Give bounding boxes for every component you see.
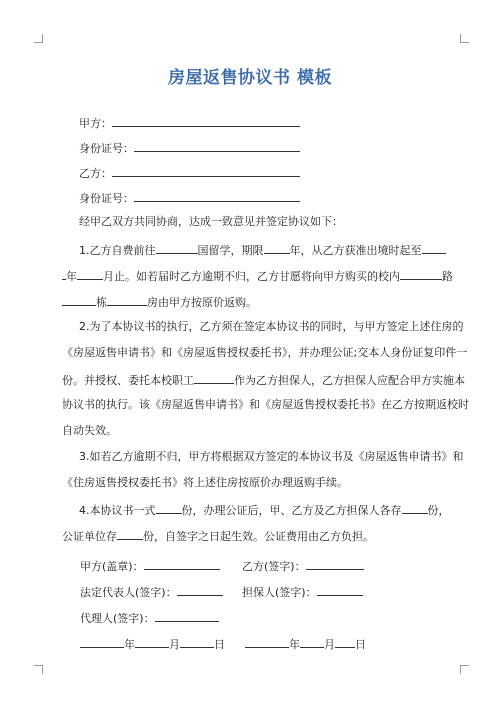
intro-text: 经甲乙双方共同协商，达成一致意见并签定协议如下： [79, 215, 343, 228]
clause4-text: 公证单位存 [62, 530, 117, 543]
copies-blank[interactable] [156, 502, 182, 514]
date-a-day-blank[interactable] [180, 636, 214, 648]
crop-mark-bottom-right [460, 665, 469, 674]
agent-signature-label: 代理人(签字)： [80, 612, 155, 625]
party-a-signature [80, 558, 220, 574]
clause4-line1 [79, 502, 450, 518]
clause2-line5: 自动失效。 [62, 424, 117, 437]
end-month-blank[interactable] [77, 268, 103, 280]
clause1-line3 [62, 294, 257, 310]
clause1-text: 国留学，期限 [197, 244, 264, 257]
clause4-line2 [62, 528, 374, 544]
party-b-date [245, 636, 366, 652]
party-b-id-label: 身份证号： [79, 192, 134, 205]
party-b-id-blank[interactable] [134, 190, 300, 202]
agent-sign-blank[interactable] [155, 610, 219, 622]
each-copies-blank[interactable] [402, 502, 428, 514]
party-a-blank[interactable] [112, 115, 300, 127]
crop-mark-bottom-left [34, 665, 43, 674]
party-a-seal-blank[interactable] [144, 558, 220, 570]
year-label: 年 [124, 638, 135, 651]
crop-mark-top-right [460, 34, 469, 43]
road-blank[interactable] [400, 268, 442, 280]
date-a-month-blank[interactable] [135, 636, 169, 648]
party-b-label: 乙方： [79, 167, 112, 180]
guarantor-sign-blank[interactable] [317, 584, 363, 596]
clause2-line4: 协议书的执行。该《房屋返售申请书》和《房屋返售授权委托书》在乙方按期返校时 [62, 398, 469, 411]
country-blank[interactable] [156, 242, 198, 254]
clause1-text: 1.乙方自费前往 [79, 244, 156, 257]
notary-copies-blank[interactable] [117, 528, 143, 540]
clause1-line2 [62, 268, 453, 284]
clause2-text: 份。并授权、委托本校职工 [62, 374, 194, 387]
date-b-day-blank[interactable] [335, 636, 355, 648]
clause3-line2: 《住房返售授权委托书》将上述住房按原价办理返购手续。 [62, 476, 348, 489]
year-label: 年 [289, 638, 300, 651]
day-label: 日 [355, 638, 366, 651]
clause1-text: 年 [66, 270, 77, 283]
guarantor-signature [242, 584, 363, 600]
clause4-text: 份，自签字之日起生效。公证费用由乙方负担。 [143, 530, 374, 543]
party-a-signature-label: 甲方(盖章)： [80, 560, 144, 573]
clause1-text: 年，从乙方获准出境时起至 [289, 244, 422, 257]
date-b-year-blank[interactable] [245, 636, 289, 648]
document-title: 房屋返售协议书 模板 [168, 68, 332, 88]
building-blank[interactable] [62, 294, 96, 306]
party-a-field [79, 115, 300, 131]
legal-rep-signature-label: 法定代表人(签字)： [80, 586, 177, 599]
party-b-field [79, 165, 300, 181]
clause4-text: 4.本协议书一式 [79, 504, 156, 517]
party-a-id-field [79, 140, 300, 156]
term-years-blank[interactable] [264, 242, 290, 254]
party-b-signature [242, 558, 364, 574]
month-label: 月 [169, 638, 180, 651]
party-a-date [80, 636, 225, 652]
room-blank[interactable] [107, 294, 147, 306]
date-a-year-blank[interactable] [80, 636, 124, 648]
clause2-text: 作为乙方担保人，乙方担保人应配合甲方实施本 [234, 374, 465, 387]
date-b-month-blank[interactable] [300, 636, 324, 648]
clause1-text: 月止。如若届时乙方逾期不归，乙方甘愿将向甲方购买的校内 [103, 270, 400, 283]
guarantor-signature-label: 担保人(签字)： [242, 586, 317, 599]
legal-rep-signature [80, 584, 223, 600]
party-a-id-label: 身份证号： [79, 142, 134, 155]
month-label: 月 [324, 638, 335, 651]
legal-rep-sign-blank[interactable] [177, 584, 223, 596]
party-b-blank[interactable] [112, 165, 300, 177]
clause1-text: 栋 [96, 296, 107, 309]
clause4-text: 份，办理公证后，甲、乙方及乙方担保人各存 [181, 504, 402, 517]
day-label: 日 [214, 638, 225, 651]
end-year-blank[interactable] [422, 242, 446, 254]
party-a-label: 甲方： [79, 117, 112, 130]
party-b-sign-blank[interactable] [306, 558, 364, 570]
clause2-line1: 2.为了本协议书的执行，乙方须在签定本协议书的同时，与甲方签定上述住房的 [79, 320, 464, 333]
clause2-line3 [62, 372, 465, 388]
party-b-signature-label: 乙方(签字)： [242, 560, 306, 573]
agent-signature [80, 610, 219, 626]
crop-mark-top-left [34, 34, 43, 43]
clause1-line1 [79, 242, 446, 258]
party-b-id-field [79, 190, 300, 206]
clause2-line2: 《房屋返售申请书》和《房屋返售授权委托书》，并办理公证;交本人身份证复印件一 [62, 346, 468, 359]
clause1-text: 路 [442, 270, 453, 283]
party-a-id-blank[interactable] [134, 140, 300, 152]
clause1-text: 房由甲方按原价返购。 [147, 296, 257, 309]
clause4-text: 份， [427, 504, 450, 517]
guarantor-name-blank[interactable] [194, 372, 234, 384]
clause3-line1: 3.如若乙方逾期不归，甲方将根据双方签定的本协议书及《房屋返售申请书》和 [79, 450, 464, 463]
